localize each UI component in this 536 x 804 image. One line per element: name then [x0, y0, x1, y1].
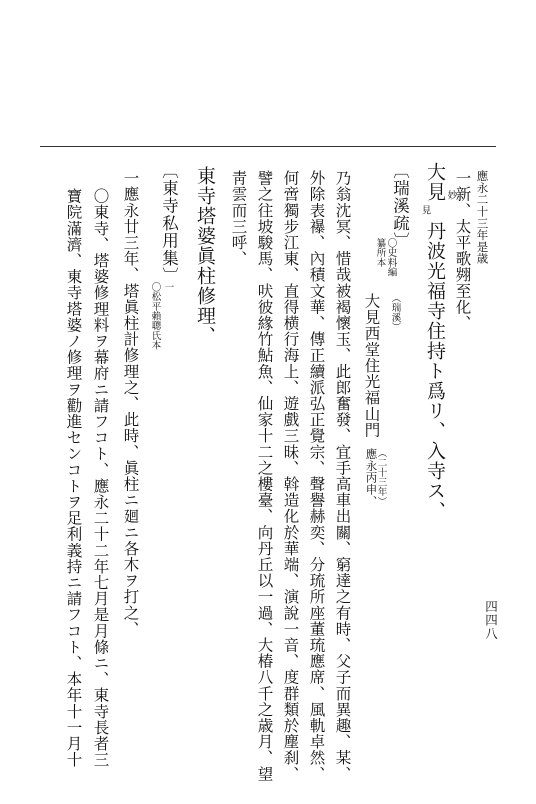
text-column-1: 一新、太平歌翙至化、: [453, 170, 472, 331]
text-column-5: 外除表襮、內積文華、傳正續派弘正覺宗、聲譽赫奕、分琉所座董琉應席、風軌卓然、: [307, 170, 326, 782]
year-sub: （二十三年）: [375, 448, 387, 507]
small-note-mi: 見: [419, 205, 431, 215]
source-zuikei: 〔瑞溪疏〕: [390, 162, 410, 250]
zuikei-sub: （瑞溪）: [389, 293, 401, 332]
text-column-7: 譬之往坡駿馬、吠彼緣竹鮎魚、仙家十二之樓臺、向丹丘以一過、大椿八千之歳月、望: [255, 170, 274, 782]
page-number: 四四八: [483, 600, 499, 641]
source-note-1: 〇史料編: [385, 238, 397, 277]
heading-oomi: 大見: [424, 162, 446, 202]
source-note-4: 〇松平賴聰氏本: [149, 282, 161, 350]
text-column-11: 一應永廿三年、塔眞柱計修理之、此時、眞柱ニ廻ニ各木ヲ打之、: [121, 170, 140, 637]
text-column-8: 靑雲而三呼、: [229, 170, 248, 267]
era-header: 應永二十三年是歳: [475, 170, 490, 265]
text-column-13: 寶院滿濟、東寺塔婆ノ修理ヲ勸進センコトヲ足利義持ニ請フコト、本年十一月十: [64, 188, 83, 768]
heading-koufukuji: 丹波光福寺住持ト爲リ、入寺ス、: [424, 221, 446, 521]
text-column-3: 大見西堂住光福山門: [362, 293, 381, 438]
kana-note: 妙: [445, 190, 457, 200]
source-toji-shiyoushuu: 〔東寺私用集〕: [159, 162, 179, 285]
text-column-12: 〇東寺、塔婆修理料ヲ幕府ニ請フコト、應永二十二年七月是月條ニ、東寺長者三: [91, 188, 110, 768]
text-column-4: 乃翁沈冥、惜哉被褐懷玉、此郎奮發、宜手高車出關、窮達之有時、父子而異趣、某、: [333, 170, 352, 782]
heading-toji-pagoda: 東寺塔婆眞柱修理、: [194, 166, 216, 346]
source-note-2: 纂所本: [374, 238, 386, 268]
text-column-6: 何啻獨步江東、直得横行海上、遊戲三昧、斡造化於華端、演說一音、度群類於塵刹、: [281, 170, 300, 782]
header-rule: [40, 146, 496, 147]
date-ouei: 應永丙申、: [364, 448, 379, 507]
source-note-3: 一: [162, 282, 174, 292]
